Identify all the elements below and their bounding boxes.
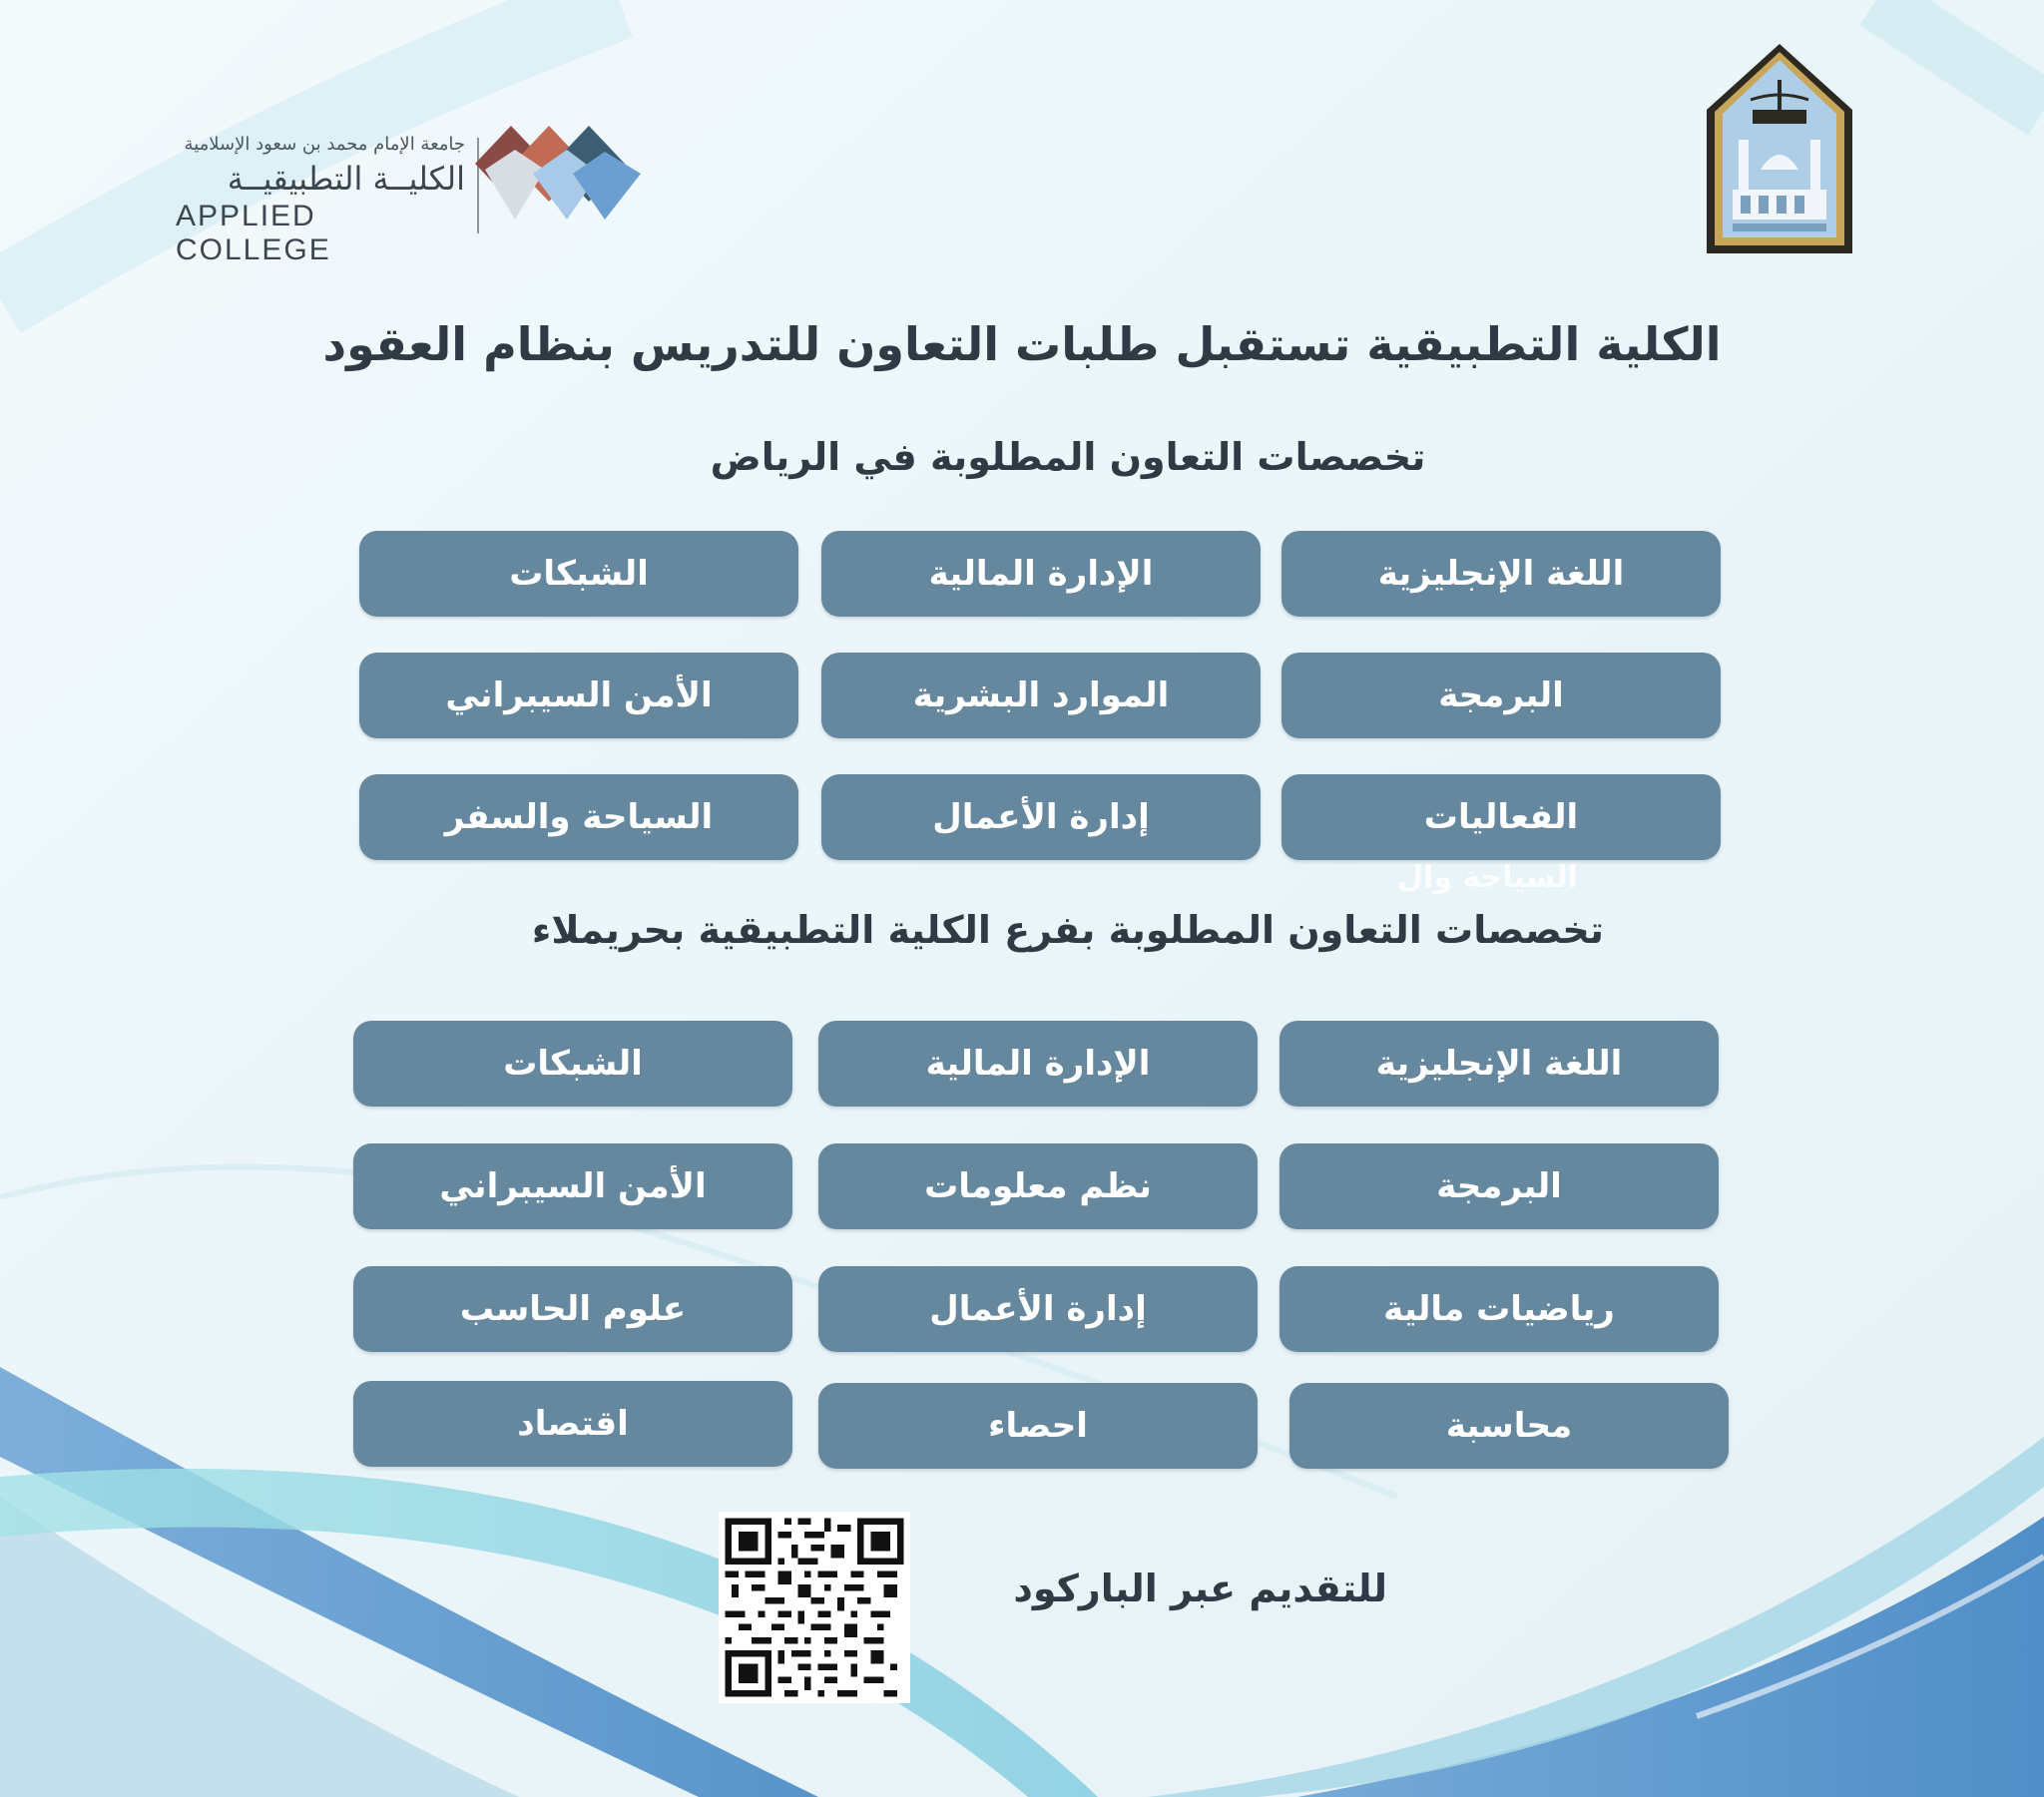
riyadh-specialty-business-administration: إدارة الأعمال	[821, 774, 1261, 860]
qr-code-icon[interactable]	[719, 1512, 910, 1703]
ghost-overlay-text: السياحة وال	[1397, 860, 1578, 895]
huraymila-specialty-programming: البرمجة	[1279, 1143, 1719, 1229]
riyadh-specialty-tourism-travel: السياحة والسفر	[359, 774, 798, 860]
huraymila-specialty-computer-science: علوم الحاسب	[353, 1266, 792, 1352]
huraymila-specialty-economics: اقتصاد	[353, 1381, 792, 1467]
huraymila-specialty-financial-math: رياضيات مالية	[1279, 1266, 1719, 1352]
riyadh-specialty-cybersecurity: الأمن السيبراني	[359, 653, 798, 738]
imam-university-emblem	[1703, 40, 1856, 259]
huraymila-specialty-business-administration: إدارة الأعمال	[818, 1266, 1258, 1352]
applied-college-mark-icon	[475, 112, 655, 229]
huraymila-section-title: تخصصات التعاون المطلوبة بفرع الكلية التطبيقية بحريملاء	[531, 908, 1605, 952]
huraymila-specialty-financial-management: الإدارة المالية	[818, 1021, 1258, 1107]
riyadh-specialty-events: الفعاليات	[1281, 774, 1721, 860]
huraymila-specialty-cybersecurity: الأمن السيبراني	[353, 1143, 792, 1229]
applied-college-logo	[176, 124, 645, 266]
riyadh-specialty-english: اللغة الإنجليزية	[1281, 531, 1721, 617]
huraymila-specialty-accounting: محاسبة	[1289, 1383, 1729, 1469]
imam-emblem-icon	[1703, 40, 1856, 259]
apply-via-barcode-text: للتقديم عبر الباركود	[1013, 1567, 1387, 1610]
riyadh-section-title: تخصصات التعاون المطلوبة في الرياض	[710, 435, 1426, 479]
huraymila-specialty-networks: الشبكات	[353, 1021, 792, 1107]
university-name: جامعة الإمام محمد بن سعود الإسلامية	[184, 134, 465, 155]
main-title: الكلية التطبيقية تستقبل طلبات التعاون للتدريس بنظام العقود	[322, 317, 1722, 371]
riyadh-specialty-programming: البرمجة	[1281, 653, 1721, 738]
riyadh-specialty-human-resources: الموارد البشرية	[821, 653, 1261, 738]
huraymila-specialty-english: اللغة الإنجليزية	[1279, 1021, 1719, 1107]
riyadh-specialty-networks: الشبكات	[359, 531, 798, 617]
college-name-ar: الكليــة التطبيقيــة	[227, 160, 465, 198]
college-name-en: APPLIED COLLEGE	[176, 200, 331, 266]
riyadh-specialty-financial-management: الإدارة المالية	[821, 531, 1261, 617]
huraymila-specialty-statistics: احصاء	[818, 1383, 1258, 1469]
huraymila-specialty-information-systems: نظم معلومات	[818, 1143, 1258, 1229]
